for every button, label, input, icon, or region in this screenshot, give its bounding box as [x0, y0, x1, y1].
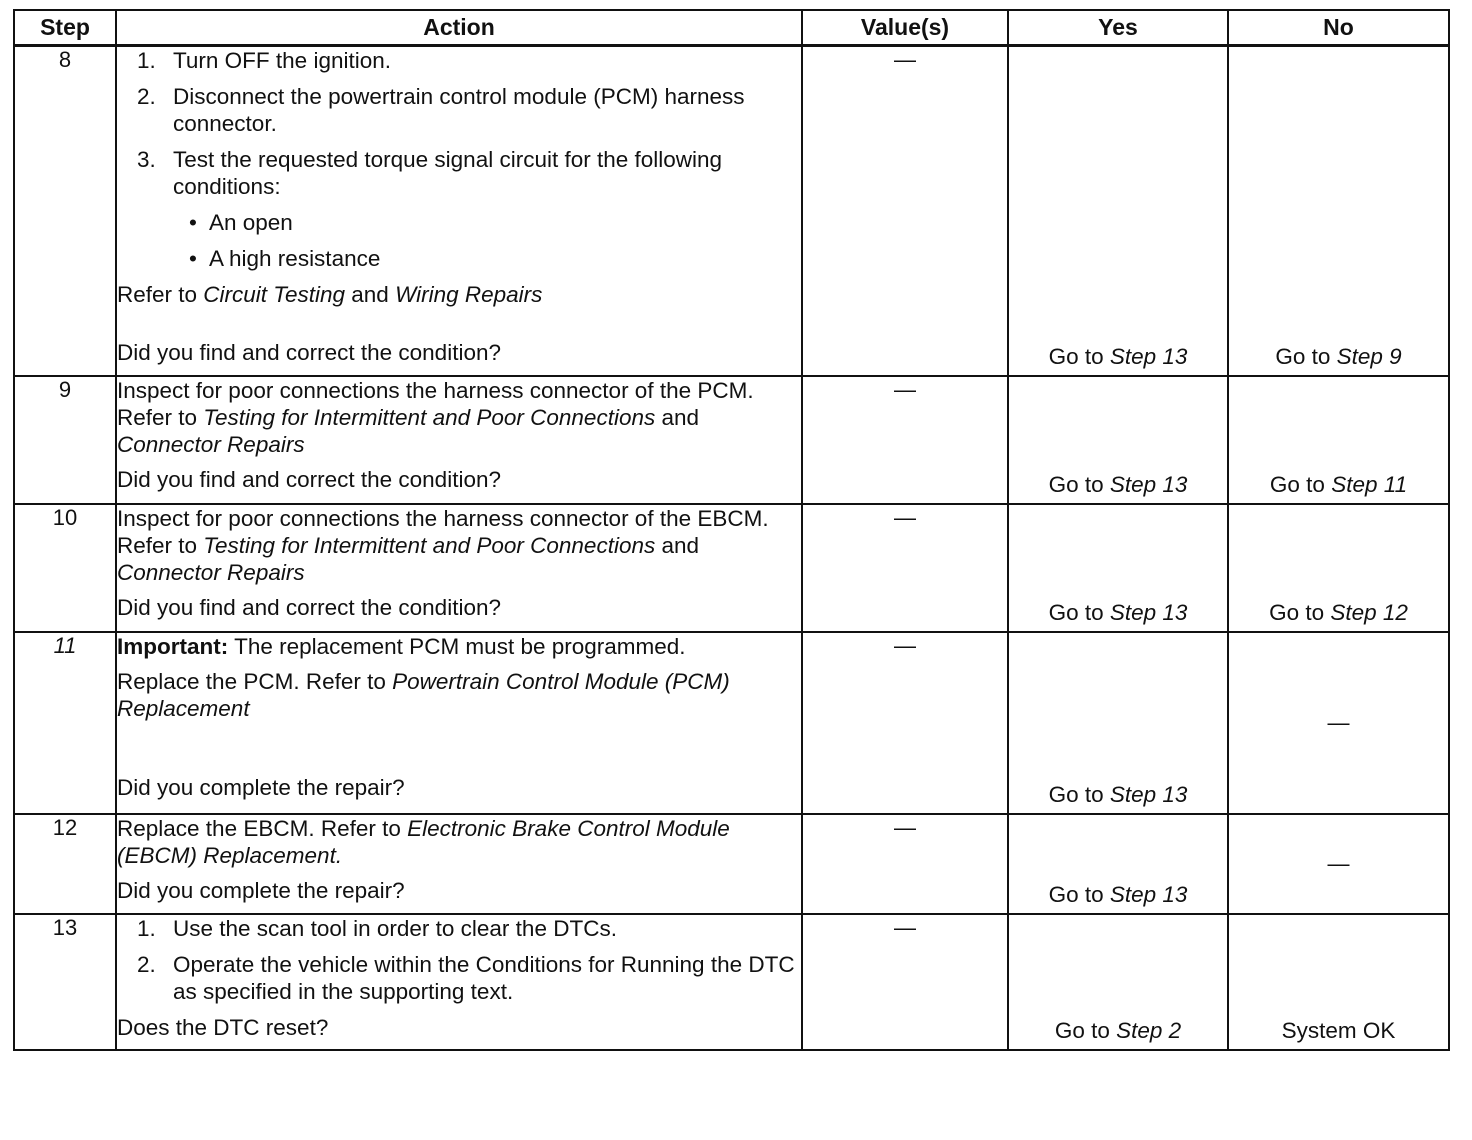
intermittent-testing-link[interactable]: Testing for Intermittent and Poor Connections: [203, 532, 656, 558]
value-cell: —: [802, 632, 1008, 814]
circuit-testing-link[interactable]: Circuit Testing: [203, 282, 346, 307]
action-list: [117, 47, 801, 200]
action-cell: [116, 814, 802, 914]
wiring-repairs-link[interactable]: Wiring Repairs: [395, 282, 543, 307]
list-item: [117, 209, 801, 236]
list-item: [117, 915, 801, 942]
question-text: Does the DTC reset?: [117, 1014, 329, 1040]
goto-step-link[interactable]: Step 13: [1109, 881, 1188, 907]
important-note: Important: The replacement PCM must be programmed.: [117, 633, 686, 659]
bullet-icon: •: [189, 210, 197, 235]
yes-result: Go to Step 13: [1048, 471, 1188, 497]
no-cell: [1228, 46, 1449, 376]
step-number: 10: [14, 504, 116, 632]
table-row: [14, 504, 1449, 632]
value-cell: —: [802, 376, 1008, 504]
list-item: [117, 83, 801, 137]
table-row: [14, 814, 1449, 914]
question-text: Did you find and correct the condition?: [117, 466, 501, 492]
header-row: [14, 10, 1449, 46]
header-values: Value(s): [802, 10, 1008, 46]
step-number: 9: [14, 376, 116, 504]
value-cell: —: [802, 46, 1008, 376]
question-text: Did you complete the repair?: [117, 877, 405, 903]
goto-step-link[interactable]: Step 12: [1330, 599, 1408, 625]
yes-result: Go to Step 13: [1048, 343, 1188, 369]
pcm-replacement-link[interactable]: Powertrain Control Module (PCM) Replacement: [117, 668, 730, 721]
list-text: Turn OFF the ignition.: [173, 48, 392, 73]
header-step: Step: [14, 10, 116, 46]
important-label: Important:: [117, 633, 229, 659]
action-text: Inspect for poor connections the harness connector of the PCM. Refer to Testing for Intermittent and Poor Connections and Connector Repairs: [117, 377, 754, 457]
bullet-text: An open: [209, 210, 293, 235]
list-item: [117, 245, 801, 272]
list-text: Use the scan tool in order to clear the DTCs.: [173, 915, 617, 941]
action-text: Replace the PCM. Refer to Powertrain Control Module (PCM) Replacement: [117, 668, 730, 721]
yes-cell: [1008, 814, 1228, 914]
yes-cell: [1008, 504, 1228, 632]
table-row: [14, 376, 1449, 504]
yes-cell: [1008, 914, 1228, 1050]
goto-step-link[interactable]: Step 13: [1109, 781, 1188, 807]
diagnostic-table: [13, 9, 1450, 1051]
no-cell: [1228, 914, 1449, 1050]
connector-repairs-link[interactable]: Connector Repairs: [117, 431, 305, 457]
header-no: No: [1228, 10, 1449, 46]
action-list: [117, 915, 801, 1005]
no-result: —: [1327, 709, 1350, 735]
goto-step-link[interactable]: Step 9: [1336, 343, 1402, 369]
no-cell: [1228, 504, 1449, 632]
no-cell: [1228, 632, 1449, 814]
yes-cell: [1008, 376, 1228, 504]
yes-result: Go to Step 13: [1048, 599, 1188, 625]
no-cell: [1228, 376, 1449, 504]
header-action: Action: [116, 10, 802, 46]
table-row: [14, 46, 1449, 376]
action-cell: [116, 376, 802, 504]
list-number: 2.: [137, 84, 156, 109]
action-cell: [116, 914, 802, 1050]
action-text: Inspect for poor connections the harness connector of the EBCM. Refer to Testing for Intermittent and Poor Connections and Connector Repairs: [117, 505, 769, 585]
table-row: [14, 914, 1449, 1050]
list-number: 1.: [137, 915, 156, 941]
list-text: Test the requested torque signal circuit for the following conditions:: [173, 147, 723, 199]
step-number: 8: [14, 46, 116, 376]
no-result: Go to Step 9: [1275, 343, 1402, 369]
value-cell: —: [802, 504, 1008, 632]
step-number: 12: [14, 814, 116, 914]
action-cell: [116, 504, 802, 632]
yes-cell: [1008, 632, 1228, 814]
list-text: Operate the vehicle within the Conditions for Running the DTC as specified in the supporting text.: [173, 951, 795, 1004]
value-cell: —: [802, 914, 1008, 1050]
list-item: [117, 951, 801, 1005]
no-result: Go to Step 12: [1269, 599, 1408, 625]
no-result: System OK: [1281, 1017, 1396, 1043]
ebcm-replacement-link[interactable]: Electronic Brake Control Module (EBCM) Replacement.: [117, 815, 730, 868]
header-yes: Yes: [1008, 10, 1228, 46]
list-number: 3.: [137, 147, 156, 172]
action-cell: [116, 46, 802, 376]
refer-text: Refer to Circuit Testing and Wiring Repairs: [117, 282, 543, 307]
table-row: [14, 632, 1449, 814]
bullet-icon: •: [189, 246, 197, 271]
goto-step-link[interactable]: Step 13: [1109, 343, 1188, 369]
goto-step-link[interactable]: Step 2: [1116, 1017, 1182, 1043]
list-number: 2.: [137, 951, 156, 977]
question-text: Did you complete the repair?: [117, 774, 405, 800]
question-text: Did you find and correct the condition?: [117, 594, 501, 620]
yes-result: Go to Step 13: [1048, 781, 1188, 807]
yes-cell: [1008, 46, 1228, 376]
no-result: Go to Step 11: [1269, 471, 1408, 497]
action-cell: [116, 632, 802, 814]
intermittent-testing-link[interactable]: Testing for Intermittent and Poor Connections: [203, 404, 656, 430]
goto-step-link[interactable]: Step 13: [1109, 471, 1188, 497]
connector-repairs-link[interactable]: Connector Repairs: [117, 559, 305, 585]
list-item: [117, 146, 801, 200]
no-result: —: [1327, 850, 1350, 876]
value-cell: —: [802, 814, 1008, 914]
list-number: 1.: [137, 48, 156, 73]
no-cell: [1228, 814, 1449, 914]
list-text: Disconnect the powertrain control module (PCM) harness connector.: [173, 84, 745, 136]
bullet-text: A high resistance: [209, 246, 381, 271]
goto-step-link[interactable]: Step 11: [1331, 471, 1408, 497]
yes-result: Go to Step 13: [1048, 881, 1188, 907]
step-number: 13: [14, 914, 116, 1050]
question-text: Did you find and correct the condition?: [117, 340, 501, 365]
list-item: [117, 47, 801, 74]
condition-list: [117, 209, 801, 272]
goto-step-link[interactable]: Step 13: [1109, 599, 1188, 625]
step-number: 11: [14, 632, 116, 814]
action-text: Replace the EBCM. Refer to Electronic Brake Control Module (EBCM) Replacement.: [117, 815, 730, 868]
yes-result: Go to Step 2: [1054, 1017, 1182, 1043]
